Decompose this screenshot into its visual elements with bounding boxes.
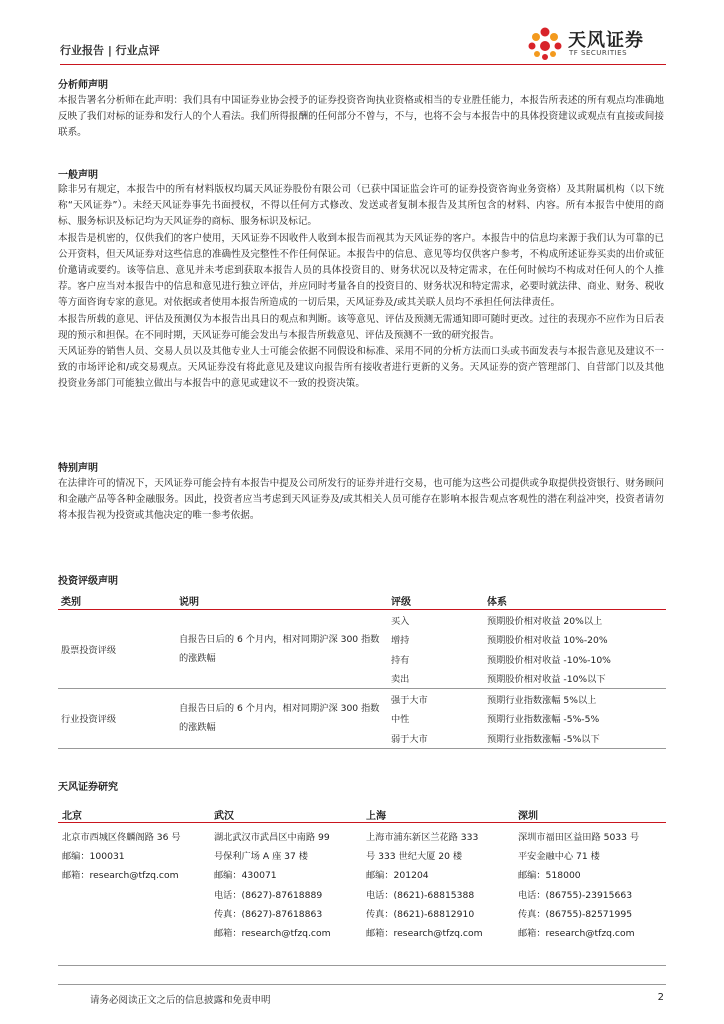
city-shanghai: 上海 [362, 806, 514, 823]
logo-flame-icon [524, 24, 568, 64]
contact-phone: 电话：(8627)-87618889 [214, 889, 323, 901]
general-statement-body [58, 182, 664, 393]
general-statement-paragraph: 除非另有规定，本报告中的所有材料版权均属天风证券股份有限公司（已获中国证监会许可的证券投资咨询业务资格）及其附属机构（以下统称“天风证券”）。未经天风证券事先书面授权，不得以任何方式修改、发送或者复制本报告及其所包含的材料、内容。所有本报告中使用的商标、服务标识及标记均为天风证券的商标、服务标识及标记。 [58, 184, 664, 228]
rating-system: 预期行业指数涨幅 -5%-5% [487, 714, 600, 726]
rating-level: 强于大市 [391, 694, 428, 706]
contact-address: 湖北武汉市武昌区中南路 99 [214, 832, 330, 843]
analyst-statement-text: 本报告署名分析师在此声明：我们具有中国证券业协会授予的证券投资咨询执业资格或相当的专业胜任能力，本报告所表述的所有观点均准确地反映了我们对标的证券和发行人的个人看法。我们所得报酬的任何部分不曾与，不与，也将不会与本报告中的具体投资建议或观点有直接或间接联系。 [58, 95, 664, 139]
page-number: 2 [657, 992, 664, 1003]
rating-table [58, 592, 666, 749]
rating-level: 持有 [391, 654, 410, 666]
city-wuhan: 武汉 [210, 806, 362, 823]
contact-email: 邮箱：research@tfzq.com [214, 928, 331, 940]
rating-header-rating: 评级 [388, 592, 484, 610]
contact-shenzhen [514, 823, 666, 944]
rating-system: 预期股价相对收益 20%以上 [487, 615, 603, 627]
special-statement-body [58, 476, 664, 525]
rating-table-header [58, 592, 666, 610]
contact-fax: 传真：(86755)-82571995 [518, 908, 633, 920]
rating-level: 弱于大市 [388, 728, 484, 748]
contact-postcode: 邮编：100031 [62, 851, 125, 863]
contacts-header [58, 806, 666, 823]
rating-category: 股票投资评级 [58, 610, 176, 689]
rating-statement-title: 投资评级声明 [58, 576, 118, 587]
contact-email: 邮箱：research@tfzq.com [518, 928, 635, 940]
table-row [58, 689, 666, 709]
general-statement-paragraph: 本报告是机密的，仅供我们的客户使用，天风证券不因收件人收到本报告而视其为天风证券的客户。本报告中的信息均来源于我们认为可靠的已公开资料，但天风证券对这些信息的准确性及完整性不作任何保证。本报告中的信息、意见等均仅供客户参考，不构成所述证券买卖的出价或征价邀请或要约。该等信息、意见并未考虑到获取本报告人员的具体投资目的、财务状况以及特定需求，在任何时候均不构成对任何人的个人推荐。客户应当对本报告中的信息和意见进行独立评估，并应同时考量各自的投资目的、财务状况和特定需求，必要时就法律、商业、财务、税收等方面咨询专家的意见。对依据或者使用本报告所造成的一切后果，天风证券及/或其关联人员均不承担任何法律责任。 [58, 232, 664, 309]
footer-disclaimer: 请务必阅读正文之后的信息披露和免责申明 [90, 995, 271, 1006]
rating-header-system: 体系 [484, 592, 666, 610]
rating-description: 自报告日后的 6 个月内，相对同期沪深 300 指数的涨跌幅 [176, 610, 388, 689]
city-shenzhen: 深圳 [514, 806, 666, 823]
contact-address: 号 333 世纪大厦 20 楼 [366, 851, 463, 863]
special-statement-title: 特别声明 [58, 463, 98, 474]
rating-system: 预期股价相对收益 -10%以下 [484, 669, 666, 689]
rating-category: 行业投资评级 [58, 689, 176, 749]
contact-address: 深圳市福田区益田路 5033 号 [518, 832, 640, 843]
company-logo [524, 24, 664, 64]
rating-level: 卖出 [388, 669, 484, 689]
contact-email: 邮箱：research@tfzq.com [62, 870, 179, 882]
special-statement-text: 在法律许可的情况下，天风证券可能会持有本报告中提及公司所发行的证券并进行交易，也可能为这些公司提供或争取提供投资银行、财务顾问和金融产品等各种金融服务。因此，投资者应当考虑到天风证券及/或其相关人员可能存在影响本报告观点客观性的潜在利益冲突，投资者请勿将本报告视为投资或其他决定的唯一参考依据。 [58, 478, 664, 522]
contact-postcode: 邮编：430071 [214, 870, 277, 882]
contact-phone: 电话：(86755)-23915663 [518, 889, 633, 901]
rating-system: 预期股价相对收益 10%-20% [487, 635, 608, 647]
contacts-divider [58, 965, 666, 966]
contact-fax: 传真：(8627)-87618863 [214, 908, 323, 920]
analyst-statement-body [58, 93, 664, 142]
rating-system: 预期行业指数涨幅 -5%以下 [484, 728, 666, 748]
page-header [60, 30, 666, 62]
rating-level: 中性 [391, 714, 410, 726]
general-statement-paragraph: 天风证券的销售人员、交易人员以及其他专业人士可能会依据不同假设和标准、采用不同的分析方法而口头或书面发表与本报告意见及建议不一致的市场评论和/或交易观点。天风证券没有将此意见及建议向报告所有接收者进行更新的义务。天风证券的资产管理部门、自营部门以及其他投资业务部门可能独立做出与本报告中的意见或建议不一致的投资决策。 [58, 346, 664, 390]
general-statement-paragraph: 本报告所载的意见、评估及预测仅为本报告出具日的观点和判断。该等意见、评估及预测无需通知即可随时更改。过往的表现亦不应作为日后表现的预示和担保。在不同时期，天风证券可能会发出与本报告所载意见、评估及预测不一致的研究报告。 [58, 313, 664, 341]
rating-system: 预期行业指数涨幅 5%以上 [487, 694, 597, 706]
research-title: 天风证券研究 [58, 782, 118, 793]
rating-system: 预期股价相对收益 -10%-10% [487, 654, 611, 666]
contact-shanghai [362, 823, 514, 944]
contact-address: 上海市浦东新区兰花路 333 [366, 832, 479, 843]
analyst-statement-title: 分析师声明 [58, 80, 108, 91]
logo-name-en: TF SECURITIES [569, 49, 628, 57]
rating-header-description: 说明 [176, 592, 388, 610]
contact-postcode: 邮编：518000 [518, 870, 581, 882]
report-section-label: 行业报告 | 行业点评 [60, 44, 160, 57]
header-divider [60, 64, 666, 65]
contact-email: 邮箱：research@tfzq.com [366, 928, 483, 940]
contact-postcode: 邮编：201204 [366, 870, 429, 882]
contact-phone: 电话：(8621)-68815388 [366, 889, 475, 901]
table-row [58, 610, 666, 630]
rating-level: 买入 [391, 615, 410, 627]
contact-address: 北京市西城区佟麟阁路 36 号 [62, 832, 181, 843]
rating-header-category: 类别 [58, 592, 176, 610]
contact-address: 号保利广场 A 座 37 楼 [214, 851, 308, 863]
contact-beijing [58, 823, 210, 944]
general-statement-title: 一般声明 [58, 170, 98, 181]
contact-fax: 传真：(8621)-68812910 [366, 908, 475, 920]
rating-level: 增持 [391, 635, 410, 647]
contacts-row [58, 823, 666, 944]
logo-name-cn: 天风证券 [568, 30, 644, 51]
contact-address: 平安金融中心 71 楼 [518, 851, 600, 863]
contact-wuhan [210, 823, 362, 944]
rating-description: 自报告日后的 6 个月内，相对同期沪深 300 指数的涨跌幅 [176, 689, 388, 749]
contacts-table [58, 806, 666, 943]
footer-divider [58, 984, 666, 985]
city-beijing: 北京 [58, 806, 210, 823]
